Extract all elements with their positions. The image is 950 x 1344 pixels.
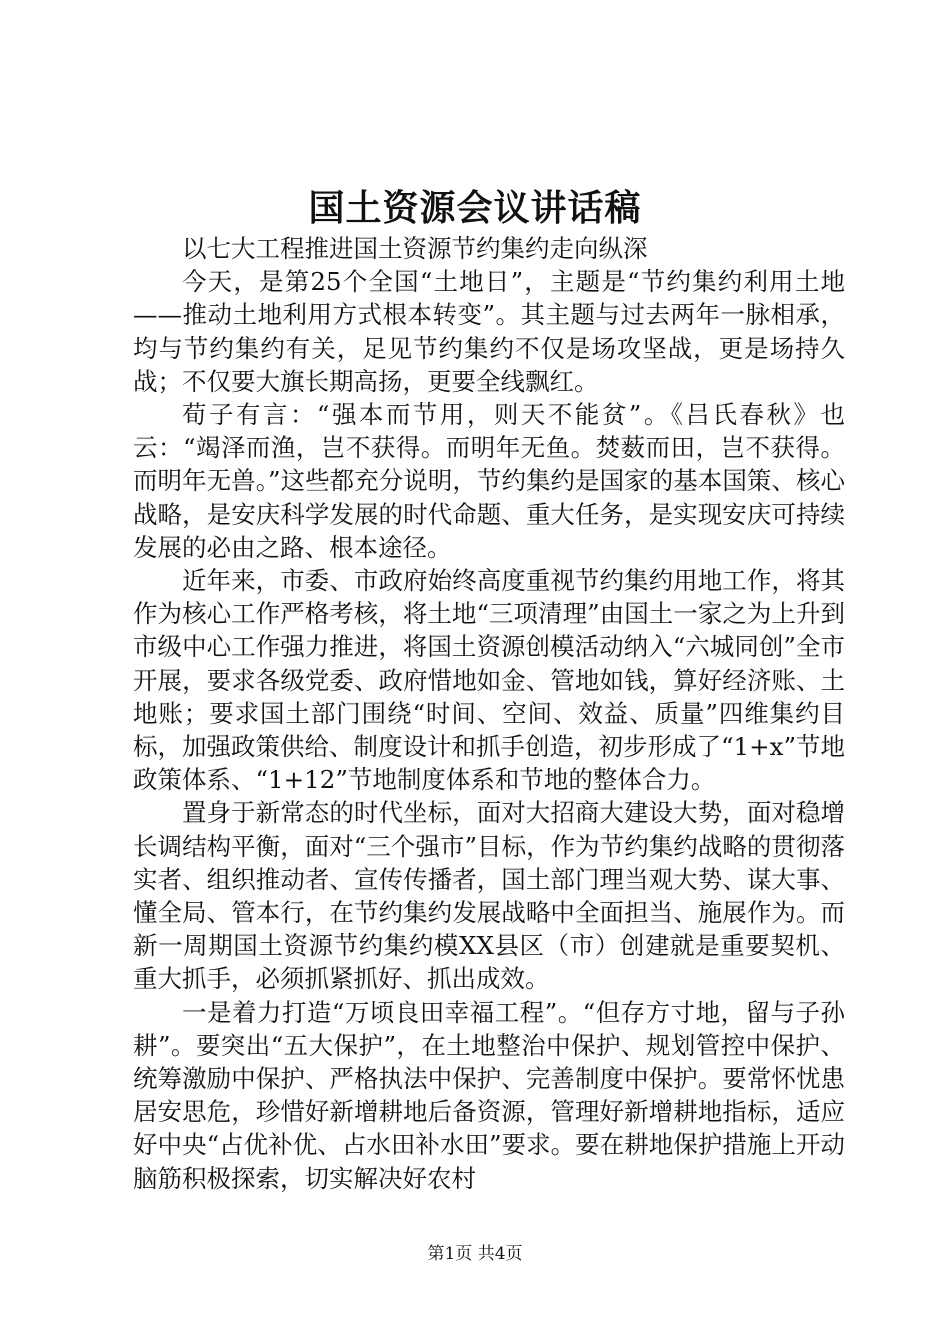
page-number-footer: 第1页 共4页 <box>427 1244 523 1264</box>
paragraph: 荀子有言：“强本而节用，则天不能贫”。《吕氏春秋》也云：“竭泽而渔，岂不获得。而明年无鱼。焚薮而田，岂不获得。而明年无兽。”这些都充分说明，节约集约是国家的基本国策、核心战略，是安庆科学发展的时代命题、重大任务，是实现安庆可持续发展的必由之路、根本途径。 <box>133 400 845 562</box>
document-body <box>133 232 845 1195</box>
paragraph: 一是着力打造“万顷良田幸福工程”。“但存方寸地，留与子孙耕”。要突出“五大保护”，在土地整治中保护、规划管控中保护、统筹激励中保护、严格执法中保护、完善制度中保护。要常怀忧患居安思危，珍惜好新增耕地后备资源，管理好新增耕地指标，适应好中央“占优补优、占水田补水田”要求。要在耕地保护措施上开动脑筋积极探索，切实解决好农村 <box>133 997 845 1193</box>
paragraph-subtitle: 以七大工程推进国土资源节约集约走向纵深 <box>182 234 648 263</box>
page-title: 国土资源会议讲话稿 <box>308 187 642 229</box>
paragraph: 近年来，市委、市政府始终高度重视节约集约用地工作，将其作为核心工作严格考核，将土地“三项清理”由国土一家之为上升到市级中心工作强力推进，将国土资源创模活动纳入“六城同创”全市开展，要求各级党委、政府惜地如金、管地如钱，算好经济账、土地账；要求国土部门围绕“时间、空间、效益、质量”四维集约目标，加强政策供给、制度设计和抓手创造，初步形成了“1+x”节地政策体系、“1+12”节地制度体系和节地的整体合力。 <box>133 566 845 795</box>
paragraph: 置身于新常态的时代坐标，面对大招商大建设大势，面对稳增长调结构平衡，面对“三个强市”目标，作为节约集约战略的贯彻落实者、组织推动者、宣传传播者，国土部门理当观大势、谋大事、懂全局、管本行，在节约集约发展战略中全面担当、施展作为。而新一周期国土资源节约集约模XX县区（市）创建就是重要契机、重大抓手，必须抓紧抓好、抓出成效。 <box>133 798 845 994</box>
paragraph: 今天，是第25个全国“土地日”，主题是“节约集约利用土地——推动土地利用方式根本转变”。其主题与过去两年一脉相承，均与节约集约有关，足见节约集约不仅是场攻坚战，更是场持久战；不仅要大旗长期高扬，更要全线飘红。 <box>133 267 845 396</box>
